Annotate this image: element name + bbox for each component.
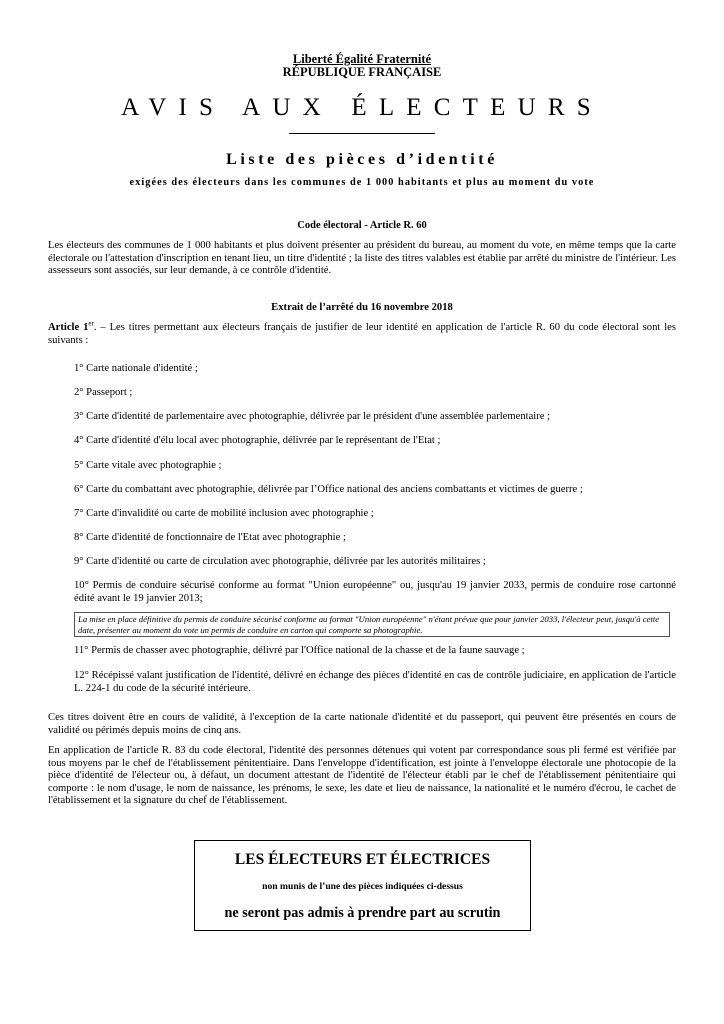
notice-box-title: LES ÉLECTEURS ET ÉLECTRICES <box>234 851 491 868</box>
list-item: 3° Carte d'identité de parlementaire avec photographie, délivrée par le président d'une assemblée parlementaire ; <box>74 411 551 422</box>
notice-box-condition: non munis de l’une des pièces indiquées ci-dessus <box>262 881 463 892</box>
list-item: 12° Récépissé valant justification de l'identité, délivré en échange des pièces d'identité en cas de contrôle judiciaire, en application de l'article L. 224-1 du code de la sécurité intérieure. <box>74 670 676 694</box>
article-text: . – Les titres permettant aux électeurs français de justifier de leur identité en application de l'article R. 60 du code électoral sont les suivants : <box>48 322 676 346</box>
list-item: 10° Permis de conduire sécurisé conforme au format "Union européenne" ou, jusqu'au 19 janvier 2033, permis de conduire rose cartonné édité avant le 19 janvier 2013; <box>74 580 676 604</box>
document-subtitle: Liste des pièces d’identité <box>226 151 498 168</box>
list-item: 1° Carte nationale d'identité ; <box>74 363 198 374</box>
page-title: AVIS AUX ÉLECTEURS <box>121 94 603 121</box>
detainees-paragraph: En application de l'article R. 83 du code électoral, l'identité des personnes détenues qui votent par correspondance sous pli fermé est vérifiée par tous moyens par le chef de l'établissement pénitentiaire. Dans l'enveloppe d'identification, est jointe à l'enveloppe électorale une photocopie de la pièce d'identité de l'électeur ou, à défaut, un document attestant de l'identité de l'électeur établi par le chef de l'établissement pénitentiaire qui comporte : le nom d'usage, le nom de naissance, les prénoms, le sexe, les date et lieu de naissance, la nationalité et le numéro d'écrou, le cachet de l'établissement et la signature du chef de l'établissement. <box>48 745 676 807</box>
title-divider <box>289 133 435 134</box>
article-label-sup: er <box>88 319 94 328</box>
document-subtitle-detail: exigées des électeurs dans les communes de 1 000 habitants et plus au moment du vote <box>129 177 595 188</box>
list-item: 5° Carte vitale avec photographie ; <box>74 460 222 471</box>
list-item: 7° Carte d'invalidité ou carte de mobilité inclusion avec photographie ; <box>74 508 374 519</box>
national-motto: Liberté Égalité Fraternité <box>292 52 432 66</box>
extrait-heading: Extrait de l’arrêté du 16 novembre 2018 <box>271 302 453 313</box>
list-item: 2° Passeport ; <box>74 387 133 398</box>
list-item: 9° Carte d'identité ou carte de circulation avec photographie, délivrée par les autorités militaires ; <box>74 556 486 567</box>
notice-box-warning: ne seront pas admis à prendre part au scrutin <box>224 905 501 921</box>
list-item: 11° Permis de chasser avec photographie, délivré par l'Office national de la chasse et de la faune sauvage ; <box>74 645 525 656</box>
permit-note: La mise en place définitive du permis de conduire sécurisé conforme au format "Union européenne" n'étant prévue que pour janvier 2033, l'électeur peut, jusqu'à cette date, présenter au moment du vote un permis de conduire en carton qui comporte sa photographie. <box>74 612 670 637</box>
list-item: 4° Carte d'identité d'élu local avec photographie, délivrée par le représentant de l'Etat ; <box>74 435 441 446</box>
intro-paragraph: Les électeurs des communes de 1 000 habitants et plus doivent présenter au président du bureau, au moment du vote, en même temps que la carte électorale ou l'attestation d'inscription en tenant lieu, un titre d'identité ; la liste des titres valables est établie par arrêté du ministre de l'intérieur. Les assesseurs sont associés, sur leur demande, à ce contrôle d'identité. <box>48 240 676 277</box>
validity-paragraph: Ces titres doivent être en cours de validité, à l'exception de la carte nationale d'identité et du passeport, qui peuvent être présentés en cours de validité ou périmés depuis moins de cinq ans. <box>48 712 676 736</box>
code-heading: Code électoral - Article R. 60 <box>297 220 427 231</box>
list-item: 6° Carte du combattant avec photographie, délivrée par l’Office national des anciens combattants et victimes de guerre ; <box>74 484 583 495</box>
notice-box <box>194 840 531 931</box>
republic-name: RÉPUBLIQUE FRANÇAISE <box>282 65 442 79</box>
list-item: 8° Carte d'identité de fonctionnaire de l'Etat avec photographie ; <box>74 532 346 543</box>
article-label: Article 1 <box>48 322 89 333</box>
article-paragraph <box>48 319 676 347</box>
